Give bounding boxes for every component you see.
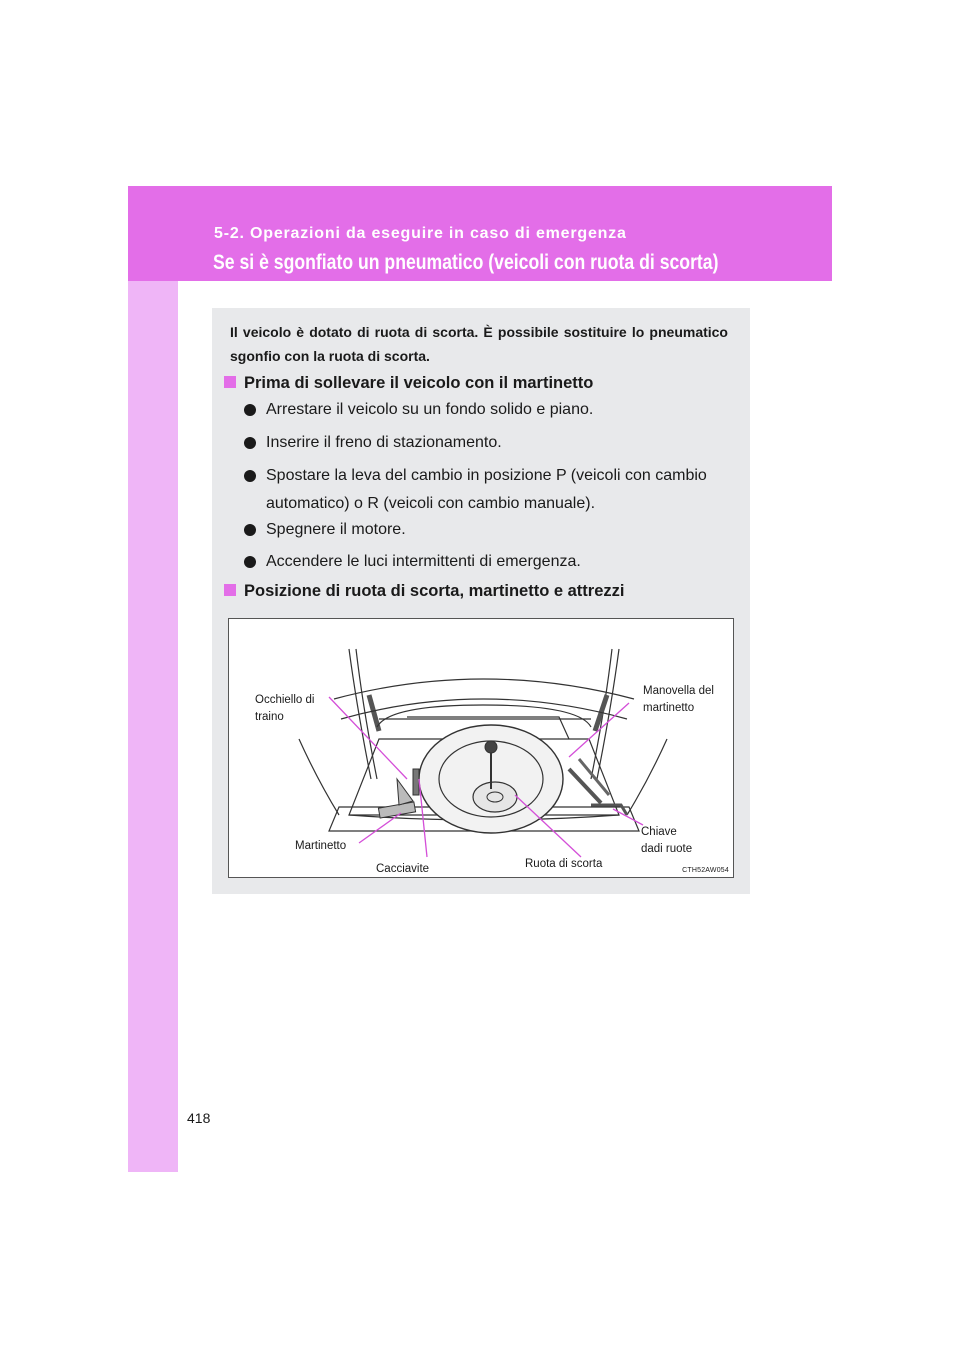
heading-tools-location — [224, 582, 624, 601]
bullet-icon — [244, 524, 256, 536]
callout-screwdriver: Cacciavite — [376, 863, 430, 875]
list-item: Inserire il freno di stazionamento. — [244, 429, 756, 457]
list-item: Accendere le luci intermittenti di emergenza. — [244, 548, 756, 576]
page-title: Se si è sgonfiato un pneumatico (veicoli con ruota di scorta) — [213, 250, 719, 274]
trunk-illustration — [228, 618, 734, 878]
heading-before-lifting — [224, 374, 593, 393]
section-label: 5-2. Operazioni da eseguire in caso di emergenza — [214, 225, 627, 242]
heading-text: Posizione di ruota di scorta, martinetto e attrezzi — [244, 582, 625, 600]
callout-towing-eye: Occhiello di traino — [255, 694, 315, 723]
square-bullet-icon — [224, 584, 236, 596]
callout-jack: Martinetto — [295, 840, 347, 852]
intro-text: Il veicolo è dotato di ruota di scorta. È possibile sostituire lo pneumatico sgonfio con la ruota di scorta. — [230, 324, 728, 364]
callout-wrench: Chiave dadi ruote — [641, 826, 693, 855]
figure-code: CTH52AW054 — [682, 867, 729, 874]
callout-spare-tire: Ruota di scorta — [525, 858, 603, 870]
list-item: Spegnere il motore. — [244, 516, 756, 544]
bullet-icon — [244, 437, 256, 449]
bullet-icon — [244, 556, 256, 568]
bullet-icon — [244, 404, 256, 416]
list-item: Arrestare il veicolo su un fondo solido e piano. — [244, 396, 756, 424]
list-item: Spostare la leva del cambio in posizione P (veicoli con cambio automatico) o R (veicoli con cambio manuale). — [244, 462, 756, 518]
bullet-icon — [244, 470, 256, 482]
sidebar-tab — [128, 186, 178, 1172]
content-box — [212, 308, 750, 894]
square-bullet-icon — [224, 376, 236, 388]
heading-text: Prima di sollevare il veicolo con il martinetto — [244, 374, 594, 392]
page-number: 418 — [187, 1110, 211, 1126]
callout-jack-handle: Manovella del martinetto — [643, 685, 714, 714]
